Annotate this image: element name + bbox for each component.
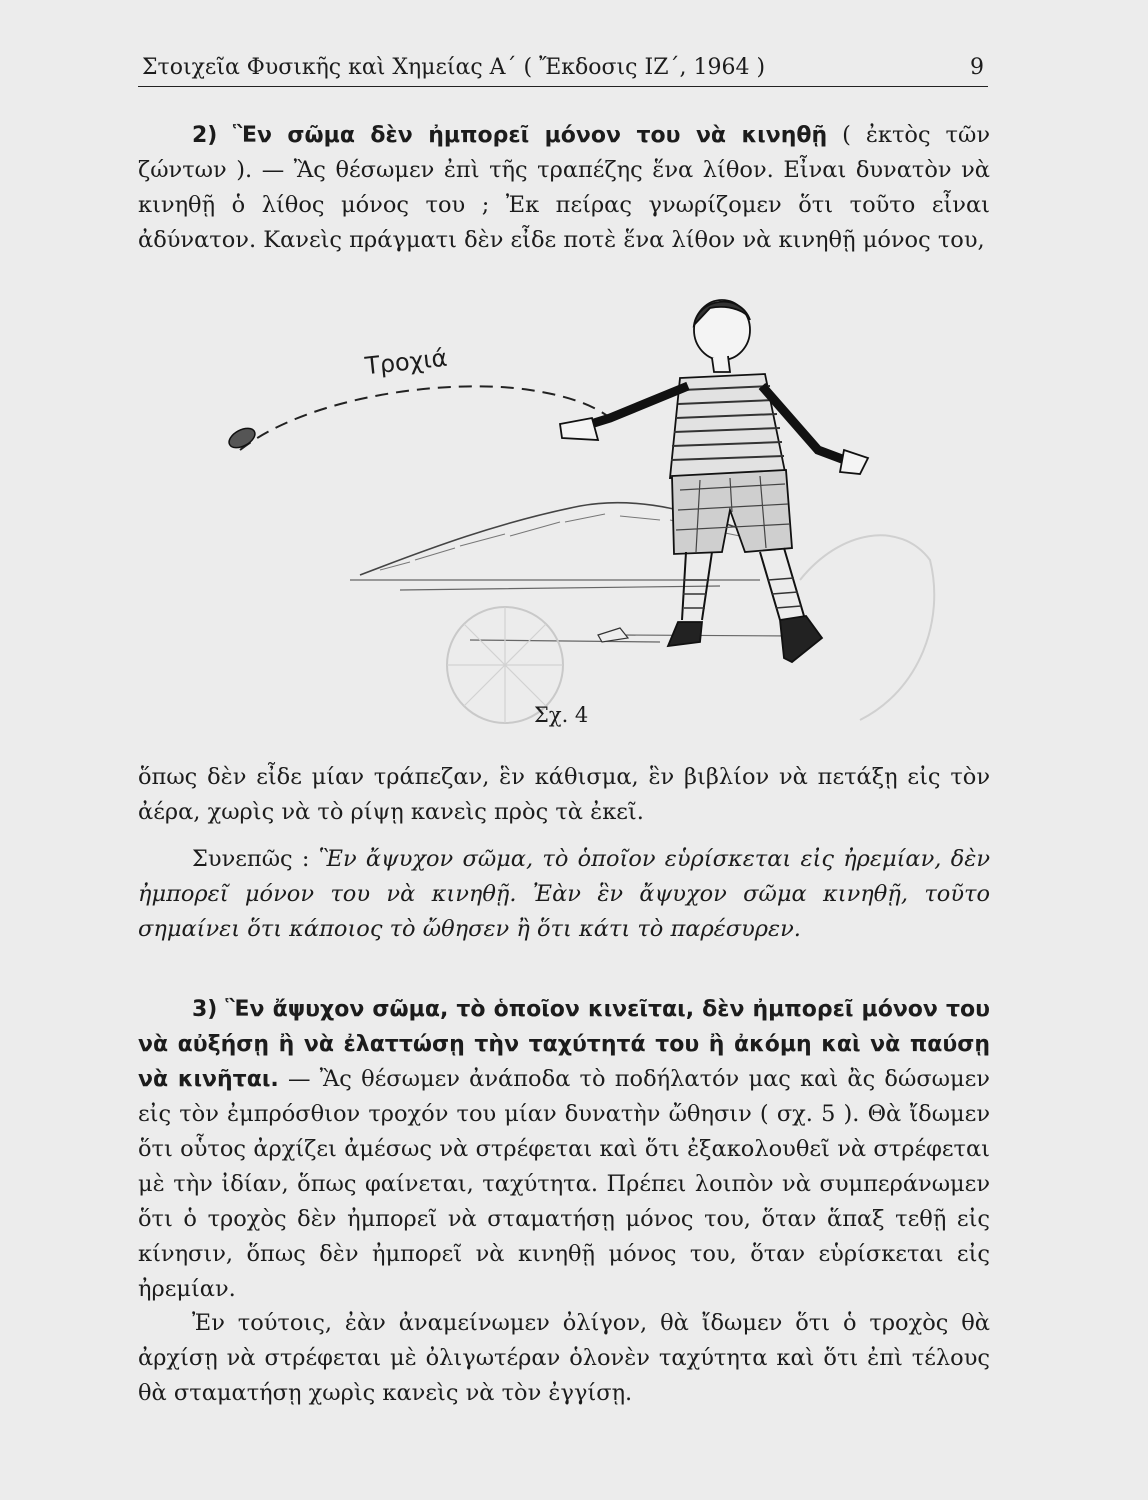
continuation-paragraph: ὅπως δὲν εἶδε μίαν τράπεζαν, ἓν κάθισμα, ἓν βιβλίον νὰ πετάξῃ εἰς τὸν ἀέρα, χωρὶς νὰ τὸ ρίψῃ κανεὶς πρὸς τὰ ἐκεῖ. [138, 764, 990, 825]
trajectory-label: Τροχιά [363, 343, 449, 381]
figure-4-illustration [200, 290, 990, 740]
bleed-through-figure [800, 535, 934, 720]
running-title: Στοιχεῖα Φυσικῆς καὶ Χημείας Α΄ ( Ἔκδοσις ΙΖ΄, 1964 ) [142, 55, 766, 80]
section-3-paragraph [138, 992, 990, 1307]
conclusion-lead: Συνεπῶς : [192, 846, 319, 872]
ground-stone [598, 628, 628, 642]
figure-caption: Σχ. 4 [534, 703, 589, 727]
conclusion-paragraph [138, 842, 990, 947]
ground-line [350, 580, 800, 642]
trajectory-dashes [240, 386, 610, 450]
boy [560, 300, 868, 662]
section-2-paragraph [138, 118, 990, 258]
page-number: 9 [970, 55, 984, 80]
section-2-heading: 2) Ἓν σῶμα δὲν ἠμπορεῖ μόνον του νὰ κινηθῇ [192, 123, 828, 148]
page-header [138, 50, 988, 87]
section-3-heading: 3) Ἓν ἄψυχον σῶμα, τὸ ὁποῖον κινεῖται, δὲν ἠμπορεῖ μόνον του νὰ αὐξήσῃ ἢ νὰ ἐλαττώσῃ τὴν ταχύτητά του ἢ ἀκόμη καὶ νὰ παύσῃ νὰ κινῆται. [138, 997, 990, 1092]
final-paragraph: Ἐν τούτοις, ἐὰν ἀναμείνωμεν ὀλίγον, θὰ ἴδωμεν ὅτι ὁ τροχὸς θὰ ἀρχίσῃ νὰ στρέφεται μὲ ὀλιγωτέραν ὁλονὲν ταχύτητα καὶ ὅτι ἐπὶ τέλους θὰ σταματήσῃ χωρὶς κανεὶς νὰ τὸν ἐγγίσῃ. [138, 1310, 990, 1406]
figure-4 [200, 290, 990, 740]
conclusion-statement: Ἓν ἄψυχον σῶμα, τὸ ὁποῖον εὑρίσκεται εἰς ἠρεμίαν, δὲν ἠμπορεῖ μόνον του νὰ κινηθῇ. Ἐὰν ἓν ἄψυχον σῶμα κινηθῇ, τοῦτο σημαίνει ὅτι κάποιος τὸ ὤθησεν ἢ ὅτι κάτι τὸ παρέσυρεν. [138, 846, 990, 942]
section-3-text: — Ἂς θέσωμεν ἀνάποδα τὸ ποδήλατόν μας καὶ ἂς δώσωμεν εἰς τὸν ἐμπρόσθιον τροχόν του μίαν δυνατὴν ὤθησιν ( σχ. 5 ). Θὰ ἴδωμεν ὅτι οὗτος ἀρχίζει ἀμέσως νὰ στρέφεται καὶ ὅτι ἐξακολουθεῖ νὰ στρέφεται μὲ τὴν ἰδίαν, ὅπως φαίνεται, ταχύτητα. Πρέπει λοιπὸν νὰ συμπεράνωμεν ὅτι ὁ τροχὸς δὲν ἠμπορεῖ νὰ σταματήσῃ μόνος του, ὅταν ἅπαξ τεθῇ εἰς κίνησιν, ὅπως δὲν ἠμπορεῖ νὰ κινηθῇ μόνος του, ὅταν εὑρίσκεται εἰς ἠρεμίαν. [138, 1066, 990, 1302]
section-2-text: ( ἐκτὸς τῶν ζώντων ). — Ἂς θέσωμεν ἐπὶ τῆς τραπέζης ἕνα λίθον. Εἶναι δυνατὸν νὰ κινηθῇ ὁ λίθος μόνος του ; Ἐκ πείρας γνωρίζομεν ὅτι τοῦτο εἶναι ἀδύνατον. Κανεὶς πράγματι δὲν εἶδε ποτὲ ἕνα λίθον νὰ κινηθῇ μόνος του, [138, 122, 990, 253]
